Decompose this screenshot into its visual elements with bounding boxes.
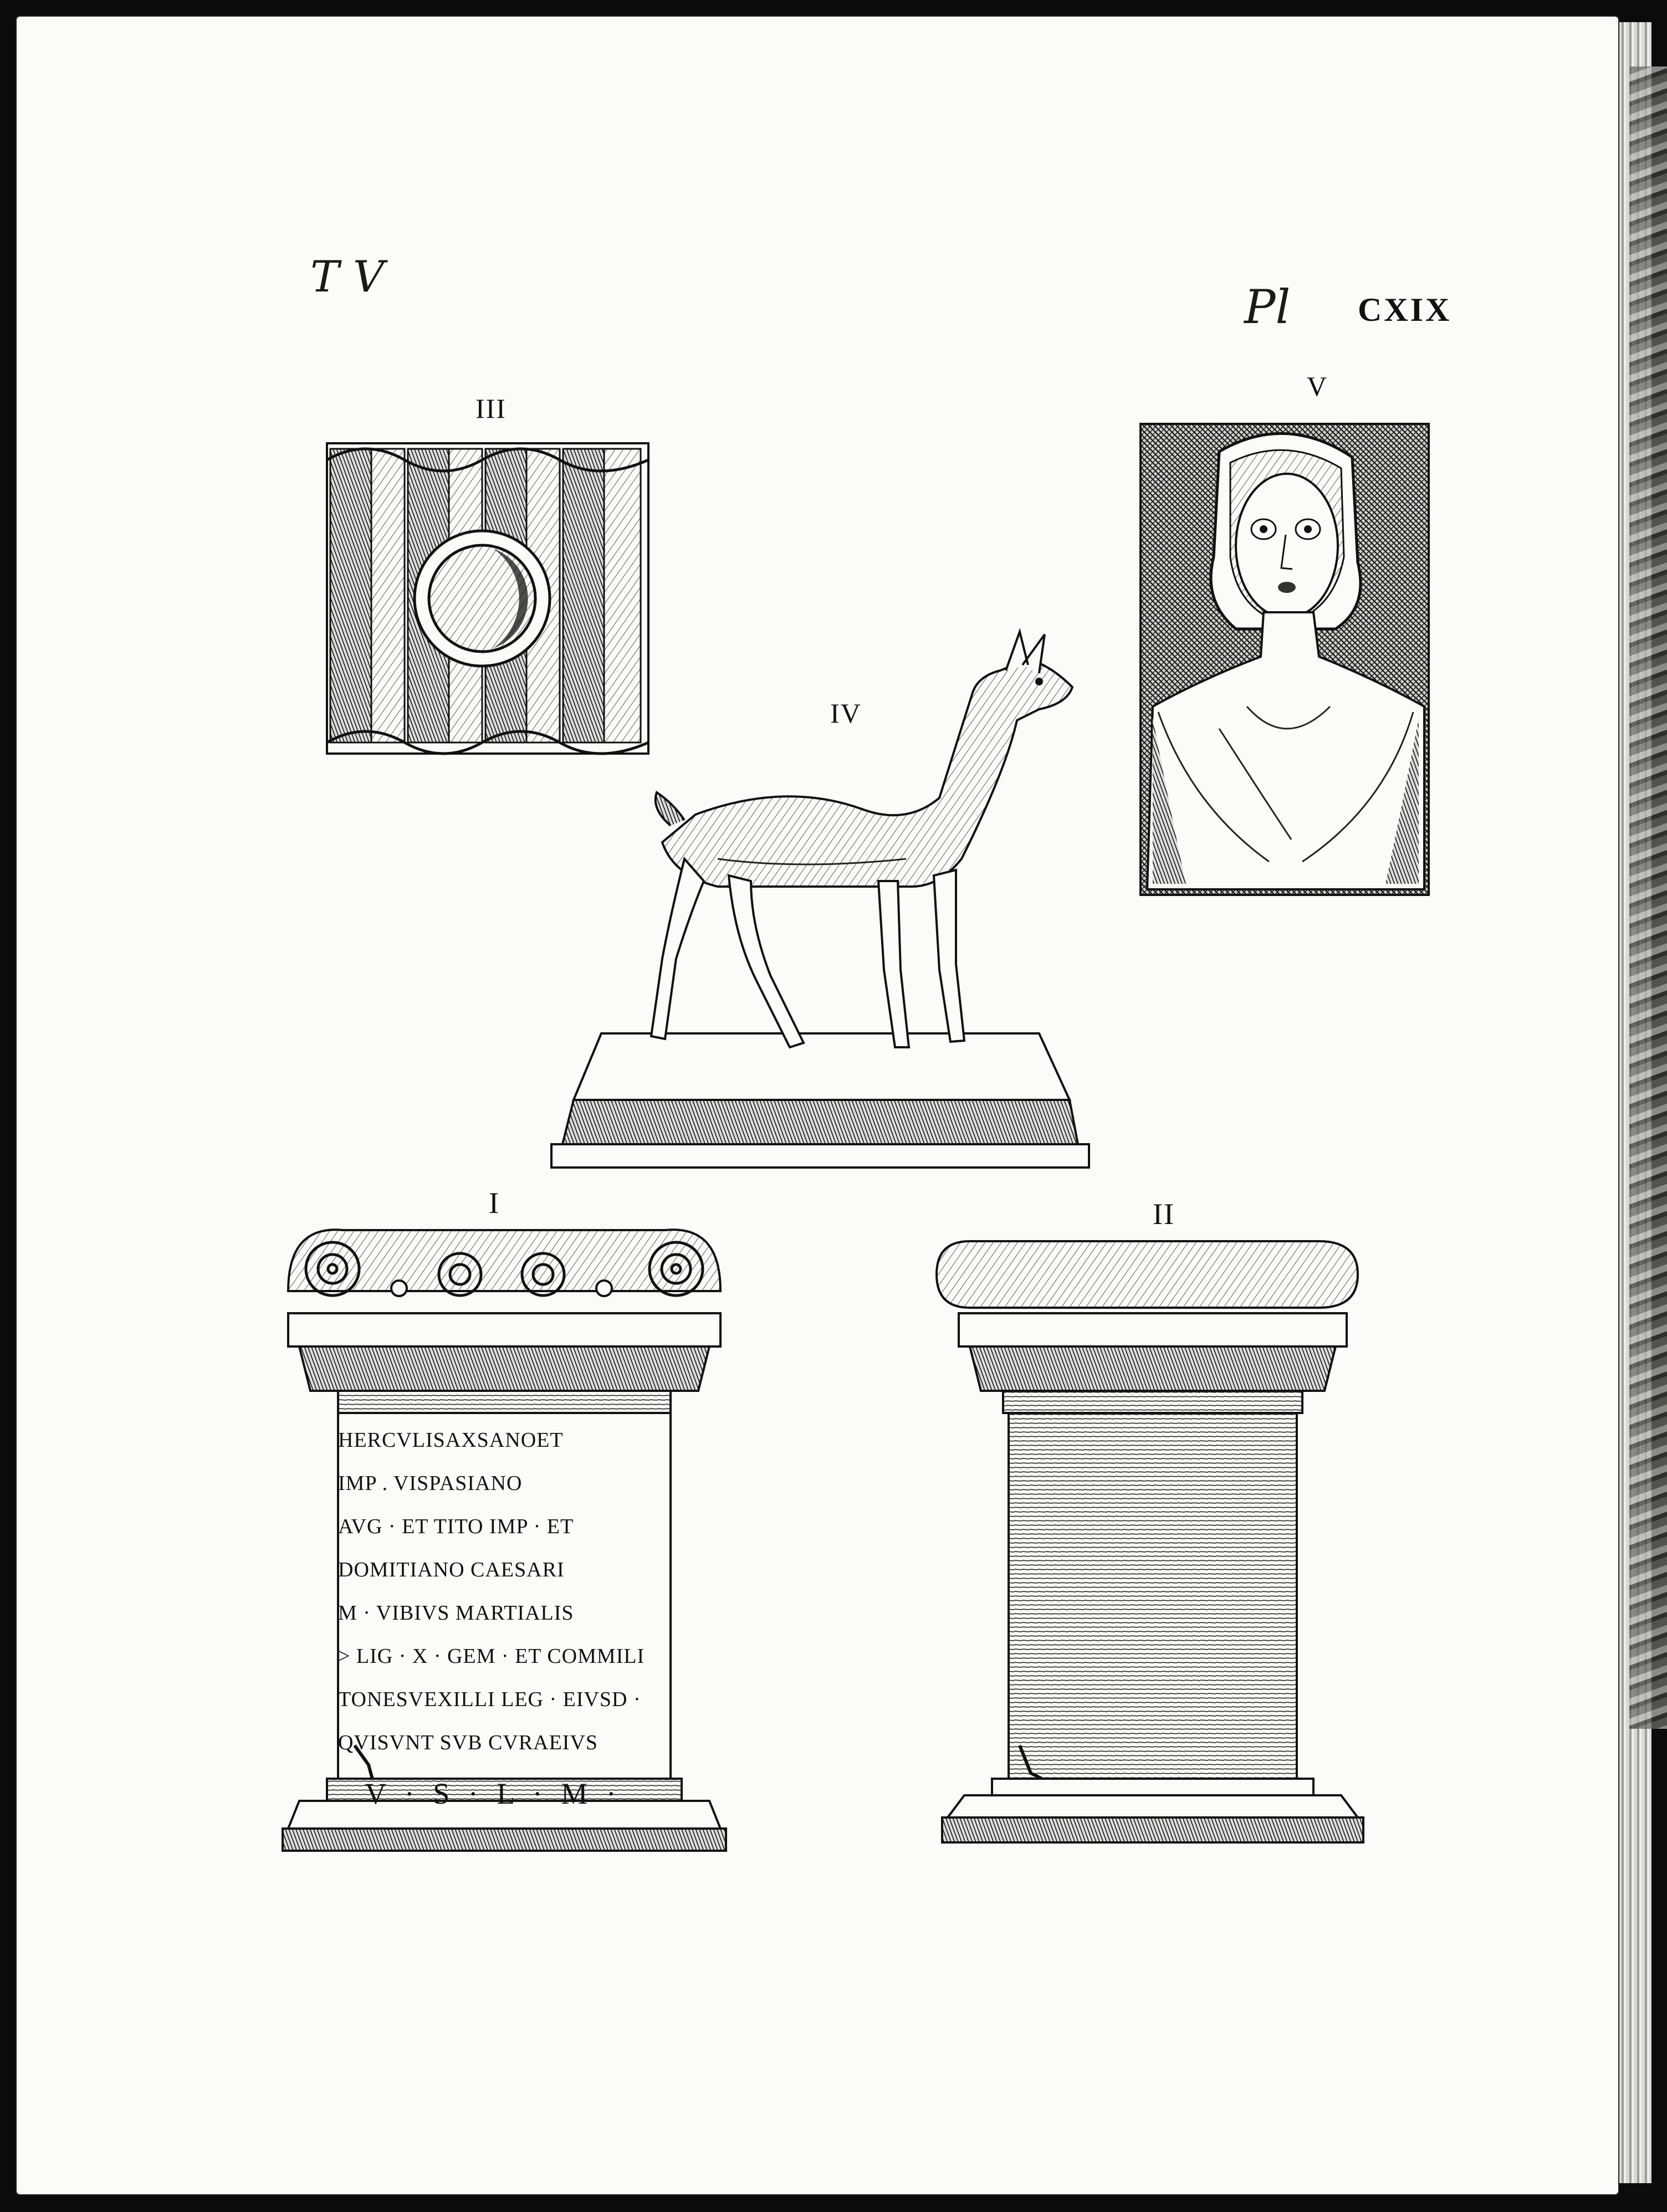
inscription-line: HERCVLISAXSANOET (338, 1428, 564, 1452)
inscription-line: M · VIBIVS MARTIALIS (338, 1601, 574, 1625)
scan-background-strip (1629, 66, 1667, 1729)
figure-numeral-iv: IV (830, 698, 862, 729)
figure-ii-plain-altar (937, 1230, 1380, 1845)
inscription-line: QVISVNT SVB CVRAEIVS (338, 1731, 599, 1754)
inscription-line: > LIG · X · GEM · ET COMMILI (338, 1645, 645, 1668)
inscription-line: IMP . VISPASIANO (338, 1472, 523, 1495)
altar-inscription (338, 1419, 648, 1815)
figure-iv-deer-statuette (551, 626, 1133, 1175)
figure-numeral-i: I (489, 1186, 500, 1220)
inscription-closing: V · S · L · M · (365, 1777, 622, 1810)
inscription-line: DOMITIANO CAESARI (338, 1558, 565, 1581)
corner-left-note: T V (310, 252, 385, 302)
inscription-line: AVG · ET TITO IMP · ET (338, 1515, 574, 1538)
inscription-line: TONESVEXILLI LEG · EIVSD · (338, 1688, 641, 1711)
plate-number: CXIX (1358, 291, 1452, 328)
figure-numeral-v: V (1307, 371, 1328, 402)
corner-right-note: Pl (1244, 280, 1291, 334)
figure-numeral-iii: III (475, 393, 507, 424)
figure-v-bust-relief (1136, 418, 1435, 900)
figure-numeral-ii: II (1153, 1197, 1175, 1231)
